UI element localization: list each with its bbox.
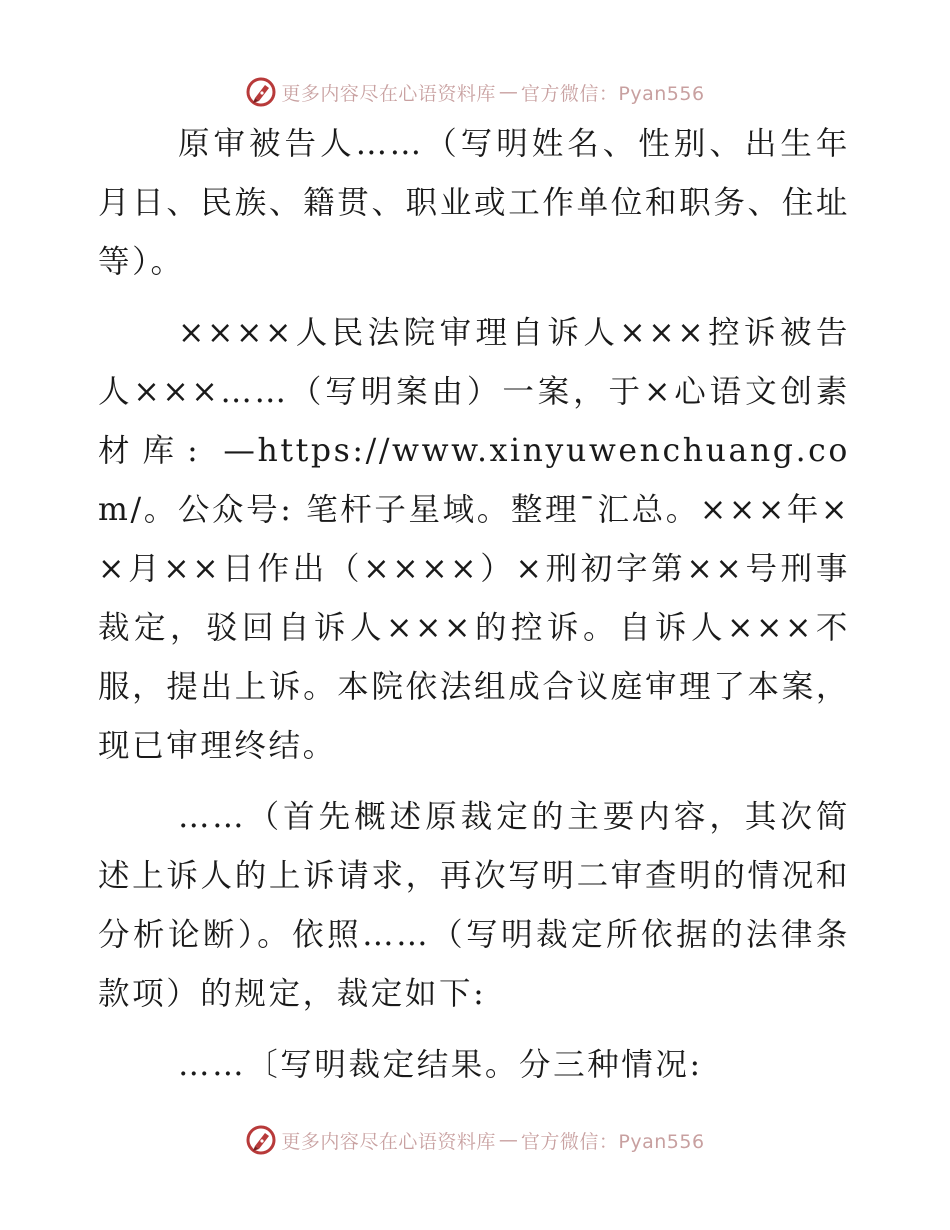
footer-watermark-banner: [0, 1120, 950, 1160]
banner-wechat-text: 官方微信：Pyan556: [520, 82, 705, 105]
pen-logo-icon: [245, 76, 277, 108]
paragraph-defendant-info: 原审被告人……（写明姓名、性别、出生年月日、民族、籍贯、职业或工作单位和职务、住址等）。: [98, 126, 850, 280]
banner-separator: —: [498, 81, 518, 103]
paragraph-case-history: ××××人民法院审理自诉人×××控诉被告人×××……（写明案由）一案，于×心语文创素材库: —https://www.xinyuwenchuang.com/。公众号: 笔杆子星域。整理¯汇总。×××年××月××日作出（××××）×刑初字第××号刑事裁定，驳回自诉人×××的控诉。自诉人×××不服，提出上诉。本院依法组成合议庭审理了本案，现已审理终结。: [98, 315, 850, 764]
paragraph-ruling-basis: ……（首先概述原裁定的主要内容，其次简述上诉人的上诉请求，再次写明二审查明的情况和分析论断）。依照……（写明裁定所依据的法律条款项）的规定，裁定如下:: [98, 799, 850, 1012]
header-watermark-banner: [0, 72, 950, 112]
paragraph-ruling-result: ……〔写明裁定结果。分三种情况:: [178, 1047, 703, 1083]
document-body: [98, 115, 850, 1107]
banner-main-text: 更多内容尽在心语资料库: [281, 82, 496, 105]
banner-separator: —: [498, 1129, 518, 1151]
banner-main-text: 更多内容尽在心语资料库: [281, 1130, 496, 1153]
pen-logo-icon: [245, 1124, 277, 1156]
banner-wechat-text: 官方微信：Pyan556: [520, 1130, 705, 1153]
